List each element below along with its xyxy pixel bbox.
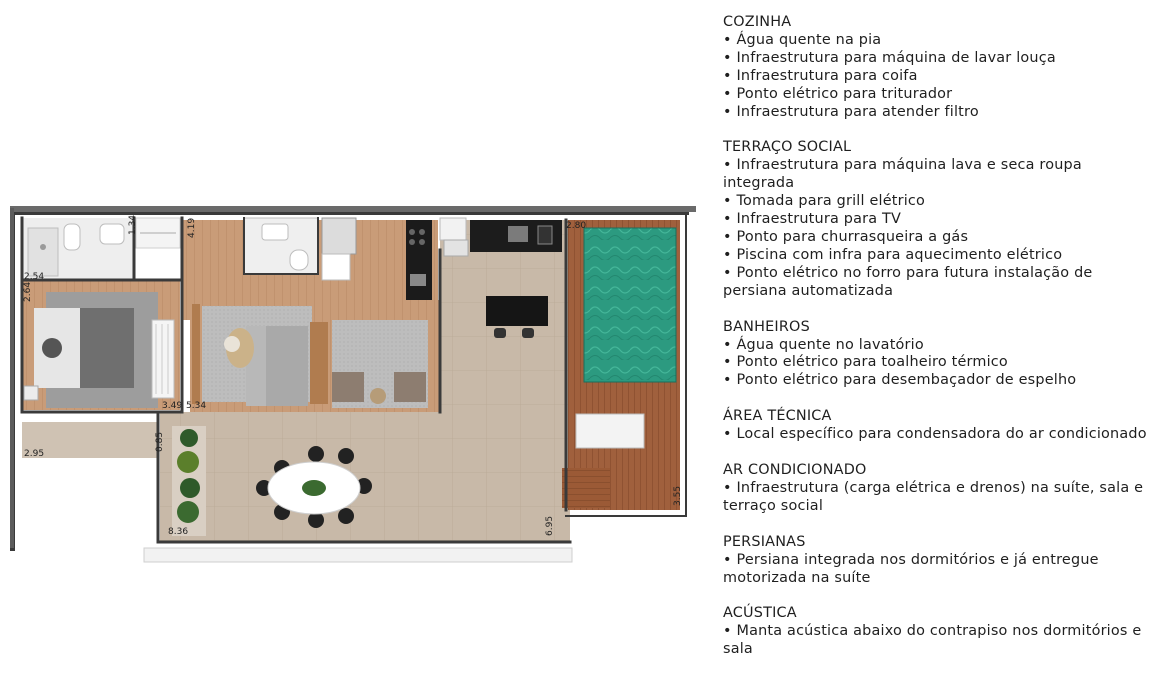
dim-label: 2.80 [566,221,587,231]
section-heading: AR CONDICIONADO [723,462,867,479]
dim-label: 1.34 [128,214,138,235]
dim-label: 8.36 [168,527,189,537]
dim-label: 3.55 [673,485,683,506]
list-item: • Ponto elétrico para triturador [723,85,953,102]
dim-label: 0.85 [155,431,165,452]
section-heading: BANHEIROS [723,318,810,335]
dim-label: 4.19 [187,217,197,238]
list-item: • Ponto elétrico para desembaçador de espelho [723,372,1077,389]
list-item: • Piscina com infra para aquecimento elétrico [723,246,1063,263]
list-item: • Ponto elétrico para toalheiro térmico [723,354,1008,371]
list-item: • Infraestrutura para máquina lava e seca roupa integrada [723,157,1087,192]
section-acustica [723,605,1148,659]
section-area-tecnica [723,408,1148,444]
list-item: • Tomada para grill elétrico [723,193,926,210]
section-heading: COZINHA [723,14,792,30]
list-item: • Ponto elétrico no forro para futura instalação de persiana automatizada [723,264,1098,299]
list-item: • Infraestrutura para TV [723,211,902,228]
section-banheiros [723,319,1148,391]
list-item: • Água quente no lavatório [723,336,924,353]
dim-label: 2.64 [23,281,33,302]
list-item: • Infraestrutura para máquina de lavar louça [723,49,1056,66]
dim-label: 6.95 [545,515,555,536]
list-item: • Infraestrutura para coifa [723,67,918,84]
list-item: • Infraestrutura para atender filtro [723,103,979,120]
dim-label: 5.34 [186,401,207,411]
dim-label: 2.95 [24,449,45,459]
list-item: • Local específico para condensadora do ar condicionado [723,426,1147,443]
section-heading: PERSIANAS [723,533,806,550]
features-list [723,14,1148,677]
list-item: • Persiana integrada nos dormitórios e já entregue motorizada na suíte [723,551,1104,586]
section-terraco-social [723,139,1148,300]
floor-plan [10,200,696,570]
section-ar-condicionado [723,462,1148,516]
list-item: • Ponto para churrasqueira a gás [723,228,969,245]
list-item: • Água quente na pia [723,31,882,48]
list-item: • Manta acústica abaixo do contrapiso nos dormitórios e sala [723,623,1147,658]
list-item: • Infraestrutura (carga elétrica e drenos) na suíte, sala e terraço social [723,479,1148,514]
section-persianas [723,534,1148,588]
section-heading: ÁREA TÉCNICA [723,408,832,425]
dim-label: 3.49 [162,401,183,411]
section-heading: ACÚSTICA [723,605,797,622]
dim-label: 2.54 [24,272,45,282]
section-heading: TERRAÇO SOCIAL [723,139,852,156]
section-cozinha [723,14,1148,121]
